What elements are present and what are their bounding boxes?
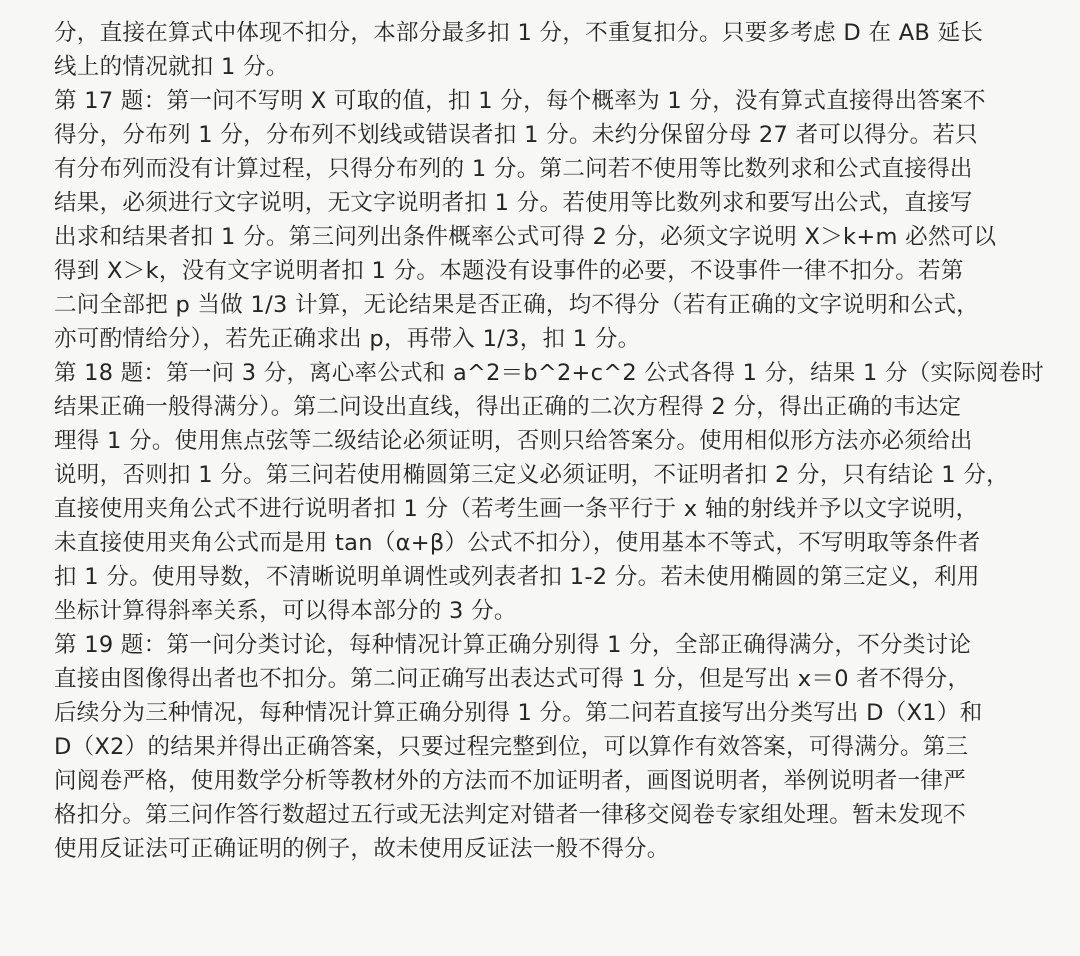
text-line: 未直接使用夹角公式而是用 tan（α+β）公式不扣分），使用基本不等式，不写明取等条件者 — [54, 530, 981, 556]
text-line: 直接由图像得出者也不扣分。第二问正确写出表达式可得 1 分，但是写出 x＝0 者不得分， — [54, 666, 971, 692]
text-line: 问阅卷严格，使用数学分析等教材外的方法而不加证明者，画图说明者，举例说明者一律严 — [54, 768, 967, 794]
text-line: 后续分为三种情况，每种情况计算正确分别得 1 分。第二问若直接写出分类写出 D（X1）和 — [54, 700, 983, 726]
text-line: 亦可酌情给分），若先正确求出 p，再带入 1/3，扣 1 分。 — [54, 326, 641, 352]
text-line: 出求和结果者扣 1 分。第三问列出条件概率公式可得 2 分，必须文字说明 X＞k+m 必然可以 — [54, 224, 997, 250]
text-line: 结果，必须进行文字说明，无文字说明者扣 1 分。若使用等比数列求和要写出公式，直接写 — [54, 190, 973, 216]
document-body — [54, 16, 1044, 866]
text-line: 分，直接在算式中体现不扣分，本部分最多扣 1 分，不重复扣分。只要多考虑 D 在 AB 延长 — [54, 20, 984, 46]
text-line: 二问全部把 p 当做 1/3 计算，无论结果是否正确，均不得分（若有正确的文字说明和公式， — [54, 292, 980, 318]
text-line: 扣 1 分。使用导数，不清晰说明单调性或列表者扣 1-2 分。若未使用椭圆的第三定义，利用 — [54, 564, 980, 590]
text-line: 第 17 题：第一问不写明 X 可取的值，扣 1 分，每个概率为 1 分，没有算式直接得出答案不 — [54, 88, 986, 114]
text-line: 直接使用夹角公式不进行说明者扣 1 分（若考生画一条平行于 x 轴的射线并予以文字说明， — [54, 496, 979, 522]
text-line: 第 19 题：第一问分类讨论，每种情况计算正确分别得 1 分，全部正确得满分，不分类讨论 — [54, 632, 972, 658]
text-line: 得分，分布列 1 分，分布列不划线或错误者扣 1 分。未约分保留分母 27 者可以得分。若只 — [54, 122, 978, 148]
text-line: 结果正确一般得满分）。第二问设出直线，得出正确的二次方程得 2 分，得出正确的韦达定 — [54, 394, 962, 420]
text-line: 有分布列而没有计算过程，只得分布列的 1 分。第二问若不使用等比数列求和公式直接得出 — [54, 156, 973, 182]
text-line: 坐标计算得斜率关系，可以得本部分的 3 分。 — [54, 598, 517, 624]
text-line: 得到 X＞k，没有文字说明者扣 1 分。本题没有设事件的必要，不设事件一律不扣分。若第 — [54, 258, 964, 284]
text-line: 说明，否则扣 1 分。第三问若使用椭圆第三定义必须证明，不证明者扣 2 分，只有结论 1 分， — [54, 462, 1009, 488]
text-line: 格扣分。第三问作答行数超过五行或无法判定对错者一律移交阅卷专家组处理。暂未发现不 — [54, 802, 967, 828]
text-line: 理得 1 分。使用焦点弦等二级结论必须证明，否则只给答案分。使用相似形方法亦必须给出 — [54, 428, 973, 454]
text-line: D（X2）的结果并得出正确答案，只要过程完整到位，可以算作有效答案，可得满分。第三 — [54, 734, 969, 760]
text-line: 使用反证法可正确证明的例子，故未使用反证法一般不得分。 — [54, 836, 670, 862]
text-line: 线上的情况就扣 1 分。 — [54, 54, 289, 80]
text-line: 第 18 题：第一问 3 分，离心率公式和 a^2＝b^2+c^2 公式各得 1 分，结果 1 分（实际阅卷时 — [54, 360, 1044, 386]
